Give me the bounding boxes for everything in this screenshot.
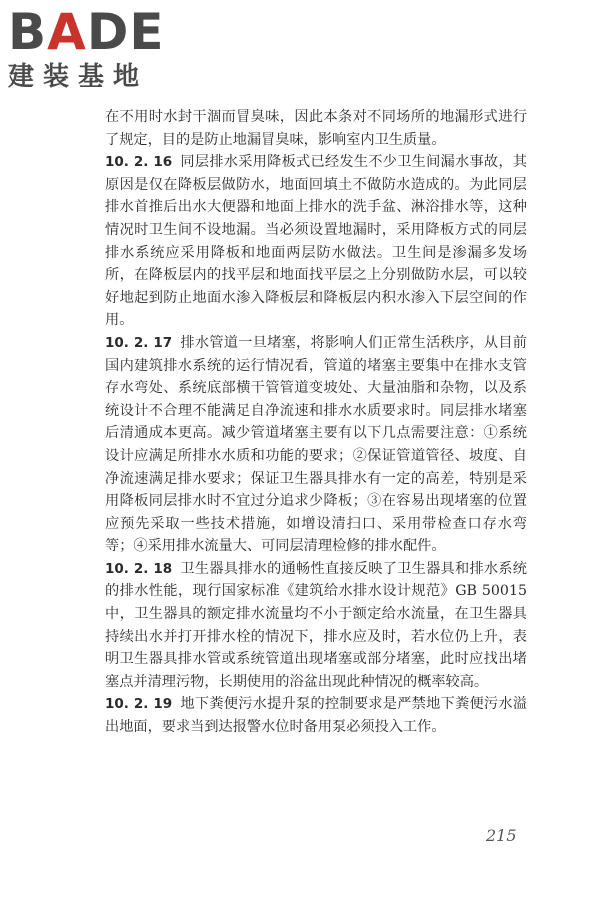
section-10-2-19 — [105, 693, 527, 738]
section-number: 10. 2. 16 — [105, 154, 173, 171]
paragraph-continued — [105, 106, 527, 151]
section-number: 10. 2. 17 — [105, 334, 173, 351]
paragraph-text: 卫生器具排水的通畅性直接反映了卫生器具和排水系统的排水性能，现行国家标准《建筑给水排水设计规范》GB 50015中，卫生器具的额定排水流量均不小于额定给水流量，在卫生器具持续出水并打开排水栓的情况下，排水应及时，若水位仍上升，表明卫生器具排水管或系统管道出现堵塞或部分堵塞，此时应找出堵塞点并清理污物，长期使用的浴盆出现此种情况的概率较高。 — [105, 560, 527, 690]
logo-subtitle: 建装基地 — [8, 62, 149, 92]
section-10-2-17 — [105, 332, 527, 558]
section-10-2-16 — [105, 151, 527, 332]
paragraph-text: 同层排水采用降板式已经发生不少卫生间漏水事故，其原因是仅在降板层做防水，地面回填土不做防水造成的。为此同层排水首推后出水大便器和地面上排水的洗手盆、淋浴排水等，这种情况时卫生间不设地漏。当必须设置地漏时，采用降板方式的同层排水系统应采用降板和地面两层防水做法。卫生间是渗漏多发场所，在降板层内的找平层和地面找平层之上分别做防水层，可以较好地起到防止地面水渗入降板层和降板层内积水渗入下层空间的作用。 — [105, 154, 527, 329]
logo-wordmark: BADE — [8, 3, 165, 61]
logo — [8, 3, 178, 96]
page-number: 215 — [486, 826, 517, 845]
paragraph-text: 在不用时水封干涸而冒臭味，因此本条对不同场所的地漏形式进行了规定，目的是防止地漏冒臭味，影响室内卫生质量。 — [105, 109, 527, 148]
section-10-2-18 — [105, 558, 527, 694]
paragraph-text: 排水管道一旦堵塞，将影响人们正常生活秩序，从目前国内建筑排水系统的运行情况看，管道的堵塞主要集中在排水支管存水弯处、系统底部横干管管道变坡处、大量油脂和杂物，以及系统设计不合理不能满足自净流速和排水水质要求时。同层排水堵塞后清通成本更高。减少管道堵塞主要有以下几点需要注意：①系统设计应满足所排水水质和功能的要求；②保证管道管径、坡度、自净流速满足排水要求；保证卫生器具排水有一定的高差，特别是采用降板同层排水时不宜过分追求少降板；③在容易出现堵塞的位置应预先采取一些技术措施，如增设清扫口、采用带检查口存水弯等；④采用排水流量大、可同层清理检修的排水配件。 — [105, 334, 527, 555]
section-number: 10. 2. 18 — [105, 560, 173, 577]
paragraph-text: 地下粪便污水提升泵的控制要求是严禁地下粪便污水溢出地面，要求当到达报警水位时备用泵必须投入工作。 — [105, 696, 527, 736]
document-body — [105, 106, 527, 739]
section-number: 10. 2. 19 — [105, 696, 173, 713]
